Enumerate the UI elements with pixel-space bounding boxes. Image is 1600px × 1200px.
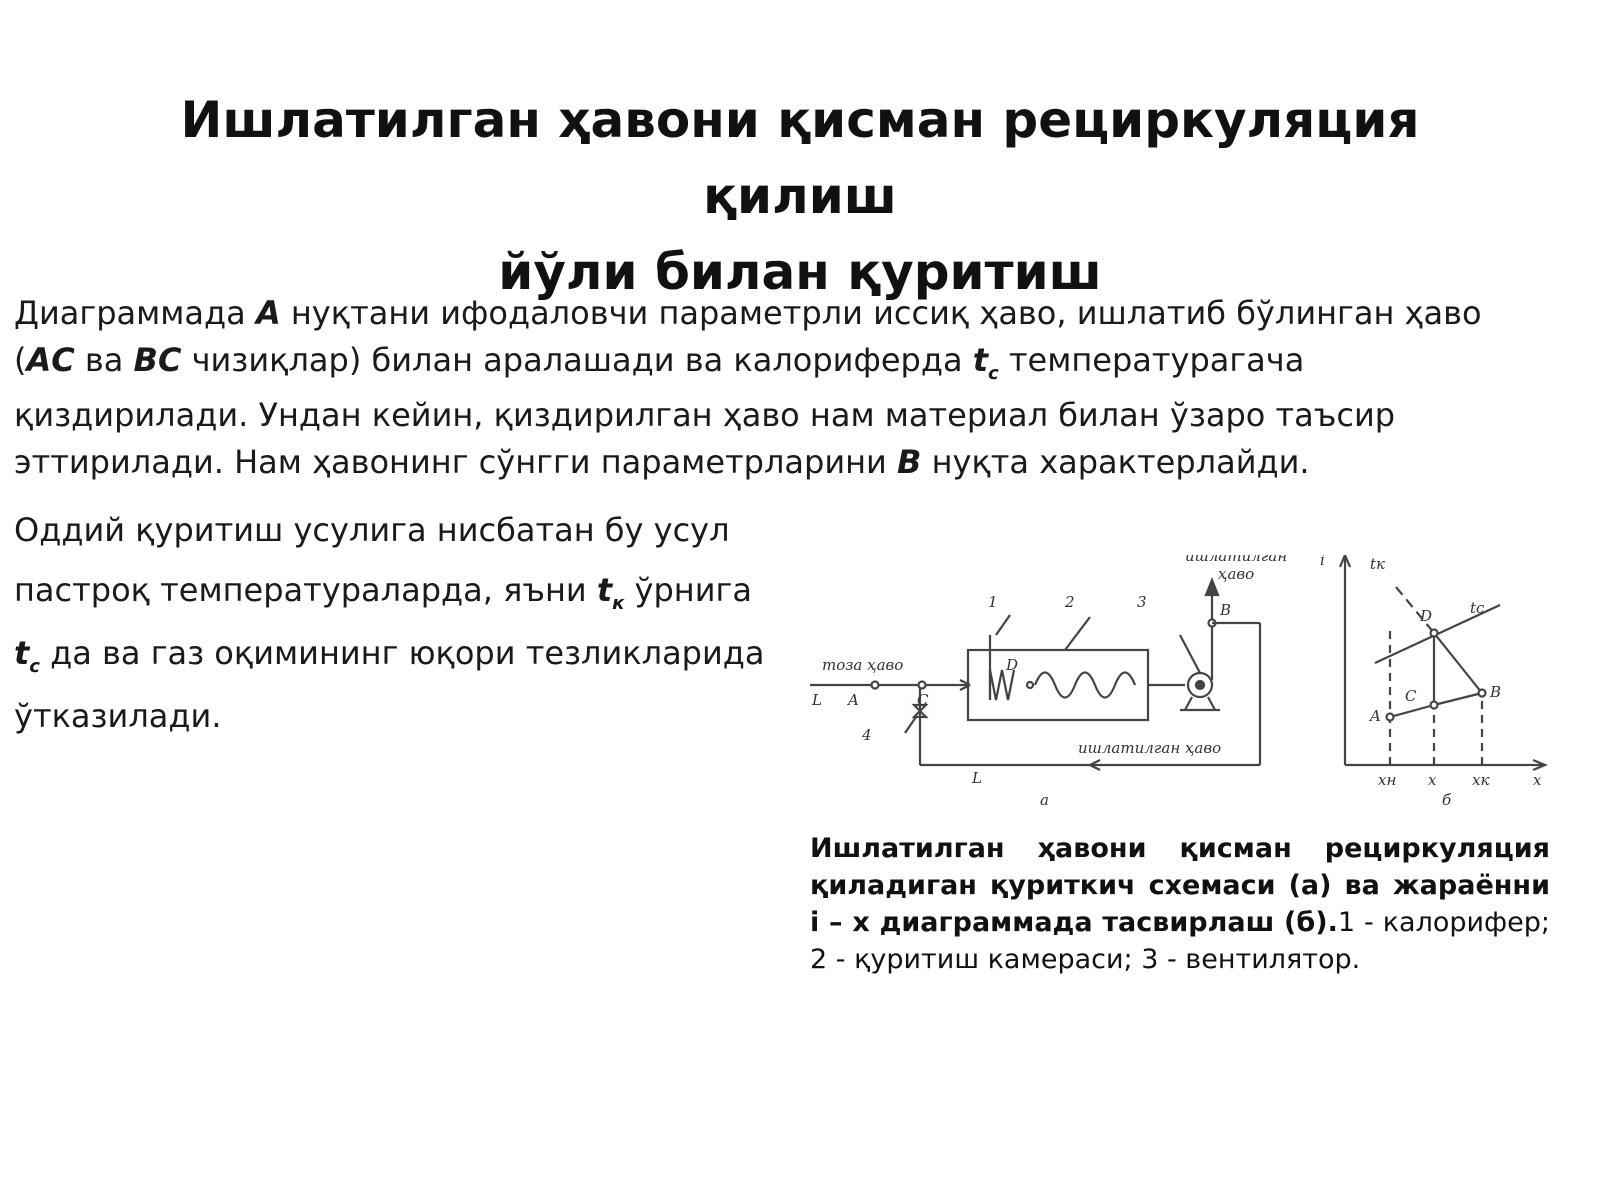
figure-caption — [810, 830, 1550, 978]
para-line-1 — [14, 290, 1504, 337]
tc-symbol: t — [14, 634, 30, 672]
para-text: чизиқлар) билан аралашади ва калориферда — [181, 341, 973, 379]
ix-diagram — [1340, 555, 1545, 770]
fresh-air-label: тоза ҳаво — [822, 656, 904, 674]
panel-a-label: а — [1040, 791, 1049, 809]
para2-line-4: ўтказилади. — [14, 697, 222, 735]
para-text: пастроқ температураларда, яъни — [14, 571, 597, 609]
tc-subscript: с — [29, 656, 40, 677]
para-text: нуқтани ифодаловчи параметрли иссиқ ҳаво, ишлатиб бўлинган ҳаво — [280, 294, 1482, 332]
caption-bold: Ишлатилган ҳавони қисман рециркуляция қиладиган қуриткич схемаси (а) ва жараённи i – x диаграммада тасвирлаш (б). — [810, 833, 1550, 938]
para2-line-3 — [14, 620, 794, 686]
label-4: 4 — [862, 726, 872, 744]
intro-paragraph — [14, 290, 1504, 486]
label-2: 2 — [1065, 593, 1075, 611]
point-b-label: В — [897, 443, 922, 481]
point-d-diagram-label: D — [1420, 607, 1433, 625]
axis-i-label: i — [1320, 555, 1325, 569]
tick-xn-label: xн — [1378, 771, 1397, 789]
return-flow-l-label: L — [972, 769, 982, 787]
para-line-2 — [14, 337, 1504, 384]
caption-legend: 1 - калорифер; 2 - қуритиш камераси; 3 - вентилятор. — [810, 907, 1550, 975]
point-c-scheme-label: C — [917, 691, 929, 709]
para-text: эттирилади. Нам ҳавонинг сўнгги параметрларини — [14, 443, 898, 481]
tk-symbol: t — [596, 571, 613, 609]
para-text: ўрнига — [624, 571, 752, 609]
para2-line-1: Оддий қуритиш усулига нисбатан бу усул — [14, 511, 730, 549]
tc-symbol: t — [972, 341, 989, 379]
tick-xk-label: xк — [1472, 771, 1490, 789]
para-text: Диаграммада — [14, 294, 256, 332]
label-1: 1 — [988, 593, 998, 611]
para-text: температурагача — [998, 341, 1305, 379]
para-text: ( — [14, 341, 27, 379]
comparison-paragraph — [14, 500, 794, 746]
point-c-diagram-label: C — [1405, 687, 1417, 705]
para-text: да ва газ оқимининг юқори тезликларида — [39, 634, 765, 672]
point-b-diagram-label: B — [1490, 683, 1502, 701]
tk-line-label: tк — [1370, 555, 1385, 573]
para2-line-2 — [14, 560, 794, 620]
flow-l-label: L — [812, 691, 822, 709]
para-line-4 — [14, 439, 1504, 486]
dryer-schematic-figure — [800, 555, 1580, 835]
line-bc-label: ВС — [133, 341, 182, 379]
para-text: ва — [74, 341, 134, 379]
para-text: нуқта характерлайди. — [921, 443, 1310, 481]
tk-subscript: к — [612, 593, 625, 614]
axis-x-label: x — [1533, 771, 1542, 789]
tc-subscript: с — [988, 363, 999, 384]
point-d-scheme-label: D — [1006, 656, 1019, 674]
used-air-return-label: ишлатилган ҳаво — [1078, 739, 1222, 757]
title-line-2: йўли билан қуритиш — [498, 243, 1102, 301]
used-air-top-label-2: ҳаво — [1218, 565, 1255, 583]
point-b-scheme-label: B — [1220, 601, 1232, 619]
point-a-diagram-label: A — [1370, 707, 1381, 725]
tc-line-label: tс — [1470, 599, 1485, 617]
schematic-svg — [800, 555, 1580, 835]
slide-title — [80, 82, 1520, 310]
tick-x-label: x — [1428, 771, 1437, 789]
panel-b-label: б — [1442, 791, 1452, 809]
used-air-top-label: ишлатилган — [1185, 555, 1288, 565]
line-ac-label: АС — [26, 341, 75, 379]
label-3: 3 — [1137, 593, 1147, 611]
title-line-1: Ишлатилган ҳавони қисман рециркуляция қилиш — [180, 91, 1420, 225]
para-line-3: қиздирилади. Ундан кейин, қиздирилган ҳаво нам материал билан ўзаро таъсир — [14, 396, 1396, 434]
point-a-label: А — [255, 294, 281, 332]
point-a-scheme-label: A — [848, 691, 859, 709]
